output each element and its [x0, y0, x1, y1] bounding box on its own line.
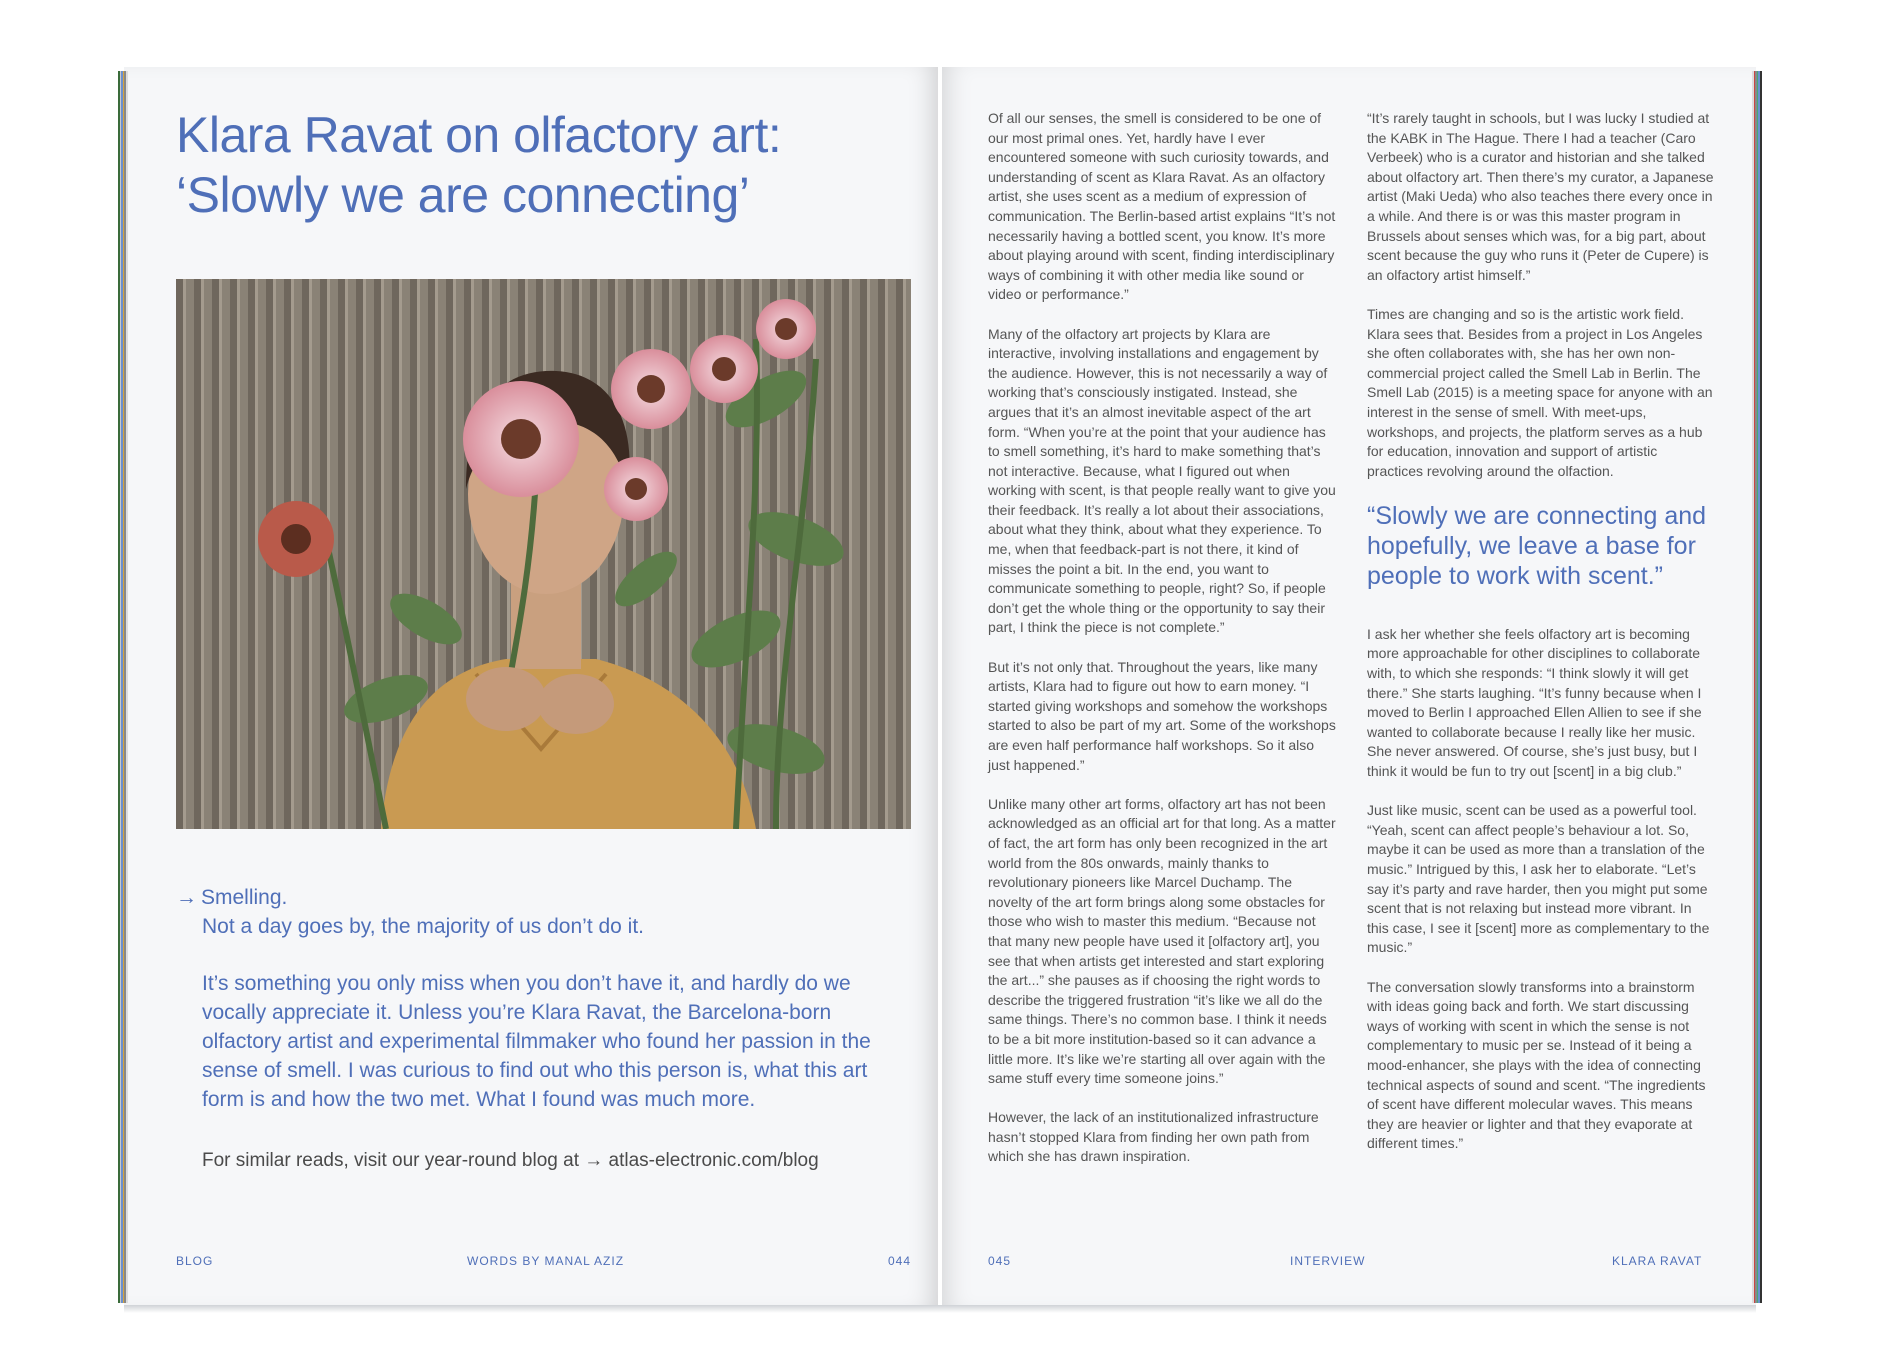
- body-paragraph: The conversation slowly transforms into a brainstorm with ideas going back and forth. We start discussing ways of working with scent in which the sense is not complementary to music per se. Instead of it being a mood-enhancer, she plays with the idea of connecting technical aspects of sound and scent. “The ingredients of scent have different molecular waves. This means they are heavier or lighter and that they evaporate at different times.”: [1367, 978, 1706, 1152]
- intro-line-2: Not a day goes by, the majority of us don’t do it.: [202, 915, 645, 938]
- body-paragraph: Times are changing and so is the artistic work field. Klara sees that. Besides from a project in Los Angeles she often collaborates with, she has her own non-commercial project called the Smell Lab in Berlin. The Smell Lab (2015) is a meeting space for anyone with an interest in the sense of smell. With meet-ups, workshops, and projects, the platform serves as a hub for education, innovation and support of artistic practices revolving around the olfaction.: [1367, 305, 1713, 479]
- body-column-2: [1367, 109, 1717, 1174]
- right-page: [942, 67, 1756, 1307]
- intro-paragraph: It’s something you only miss when you don’t have it, and hardly do we vocally appreciate it. Unless you’re Klara Ravat, the Barcelona-born olfactory artist and experimental filmmaker who found her passion in the sense of smell. I was curious to find out who this person is, what this art form is and how the two met. What I found was much more.: [202, 972, 871, 1111]
- body-column-1: [988, 109, 1338, 1187]
- footer-author: WORDS BY MANAL AZIZ: [467, 1254, 625, 1268]
- magazine-spread: [124, 67, 1756, 1307]
- footer-page-number-left: 044: [888, 1254, 912, 1268]
- portrait-photo-illustration: [176, 279, 911, 829]
- footer-section-right: INTERVIEW: [1290, 1254, 1366, 1268]
- page-edge-right: [1752, 71, 1762, 1303]
- pull-quote: “Slowly we are connecting and hopefully, we leave a base for people to work with scent.”: [1367, 501, 1707, 590]
- body-paragraph: Of all our senses, the smell is considered to be one of our most primal ones. Yet, hardly have I ever encountered someone with such curiosity towards, and understanding of scent as Klara Ravat. As an olfactory artist, she uses scent as a medium of expression of communication. The Berlin-based artist explains “It’s not necessarily having a bottled scent, you know. It’s more about playing around with scent, finding interdisciplinary ways of combining it with other media like sound or video or performance.”: [988, 110, 1336, 303]
- arrow-right-icon: →: [176, 886, 197, 909]
- footer-section-left: BLOG: [176, 1254, 214, 1268]
- title-line-1: Klara Ravat on olfactory art:: [176, 107, 782, 163]
- spread-shadow: [124, 1305, 1756, 1313]
- body-paragraph: I ask her whether she feels olfactory art is becoming more approachable for other disciplines to collaborate with, to which she responds: “I think slowly it will get there.” She starts laughing. “It’s funny because when I moved to Berlin I approached Ellen Allien to see if she wanted to collaborate because I really like her music. She never answered. Of course, she’s just busy, but I think it would be fun to try out [scent] in a big club.”: [1367, 625, 1702, 780]
- portrait-photo: [176, 279, 911, 829]
- blog-link-note: For similar reads, visit our year-round blog at → atlas-electronic.com/blog: [202, 1150, 819, 1171]
- body-paragraph: “It’s rarely taught in schools, but I was lucky I studied at the KABK in The Hague. There I had a teacher (Caro Verbeek) who is a curator and historian and she talked about olfactory art. Then there’s my curator, a Japanese artist (Maki Ueda) who also teaches there every once in a while. And there is or was this master program in Brussels about senses which was, for a big part, about scent because the guy who runs it (Peter de Cupere) is an olfactory artist himself.”: [1367, 110, 1714, 283]
- footer-subject: KLARA RAVAT: [1612, 1254, 1703, 1268]
- body-paragraph: Many of the olfactory art projects by Klara are interactive, involving installations and engagement by the audience. However, this is not necessarily a way of working that’s consciously instigated. Instead, she argues that it’s an almost inevitable aspect of the art form. “When you’re at the point that your audience has to smell something, it’s hard to make something that’s not interactive. Because, what I figured out when working with scent, is that people really want to give you their feedback. It’s really a lot about their associations, about what they think, about what they experience. To me, when that feedback-part is not there, it kind of misses the point a bit. In the end, you want to communicate something to people, right? So, if people don’t get the whole thing or the opportunity to say their part, I think the piece is not complete.”: [988, 325, 1336, 636]
- body-paragraph: Unlike many other art forms, olfactory art has not been acknowledged as an official art for that long. As a matter of fact, the art form has only been recognized in the art world from the 80s onwards, mainly thanks to revolutionary pioneers like Marcel Duchamp. The novelty of the art form brings along some obstacles for those who wish to master this medium. “Because not that many new people have used it [olfactory art], you see that when artists get interested and start exploring the art...” she pauses as if choosing the right words to describe the triggered frustration “it’s like we all do the same things. There’s no common base. I think it needs to be a bit more institution-based so it can advance a little more. It’s like we’re starting all over again with the same stuff every time someone joins.”: [988, 795, 1336, 1087]
- intro-text: [176, 883, 896, 1114]
- left-page: [124, 67, 938, 1307]
- body-paragraph: However, the lack of an institutionalized infrastructure hasn’t stopped Klara from finding her own path from which she has drawn inspiration.: [988, 1109, 1319, 1165]
- title-line-2: ‘Slowly we are connecting’: [176, 167, 750, 223]
- body-paragraph: Just like music, scent can be used as a powerful tool. “Yeah, scent can affect people’s behaviour a lot. So, maybe it can be used as more than a translation of the music.” Intrigued by this, I ask her to elaborate. “Let’s say it’s party and rave harder, then you might put some scent that is not relaxing but instead more vibrant. In this case, I see it [scent] more as complementary to the music.”: [1367, 802, 1710, 956]
- body-paragraph: But it’s not only that. Throughout the years, like many artists, Klara had to figure out how to earn money. “I started giving workshops and somehow the workshops started to also be part of my art. Some of the workshops are even half performance half workshops. So it also just happened.”: [988, 658, 1336, 773]
- intro-lead: Smelling.: [201, 886, 288, 909]
- footer-page-number-right: 045: [988, 1254, 1012, 1268]
- article-title: [176, 105, 916, 225]
- page-edge-left: [118, 71, 128, 1303]
